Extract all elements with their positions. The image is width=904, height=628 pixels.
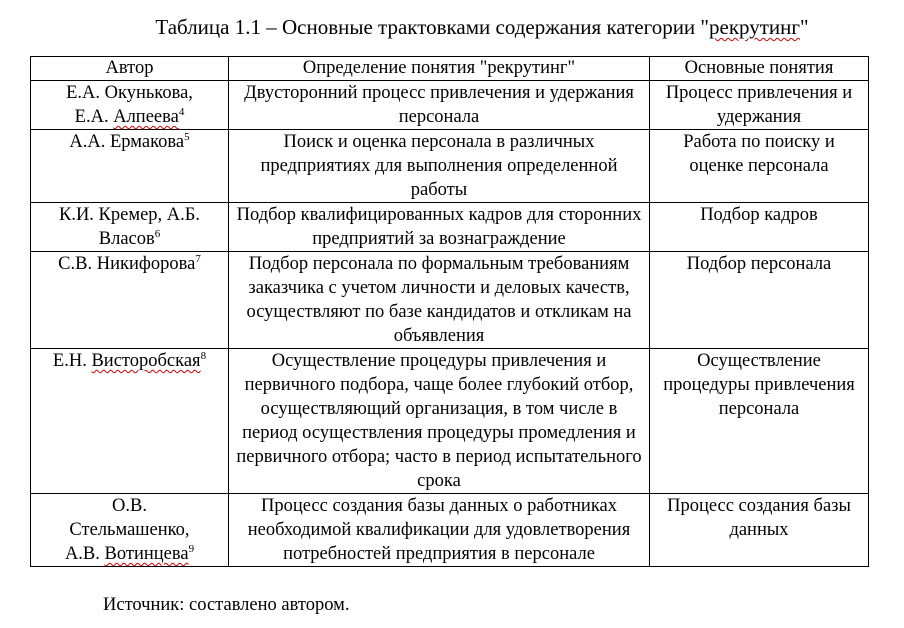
recruiting-definitions-table [30,56,869,567]
author-cell: А.А. Ермакова$^5$ [31,130,229,203]
table-row [31,252,869,349]
author-cell: С.В. Никифорова$^7$ [31,252,229,349]
author-cell: Е.А. Окунькова, Е.А. Алпеева$^4$ [31,81,229,130]
concepts-cell: Работа по поиску и оценке персонала [650,130,869,203]
table-row [31,81,869,130]
header-concepts: Основные понятия [650,57,869,81]
concepts-cell: Процесс создания базы данных [650,494,869,567]
table-caption: Таблица 1.1 – Основные трактовками содержания категории "рекрутинг" [155,15,809,39]
table-header-row [31,57,869,81]
definition-cell: Двусторонний процесс привлечения и удержания персонала [229,81,650,130]
concepts-cell: Осуществление процедуры привлечения персонала [650,349,869,494]
author-cell: К.И. Кремер, А.Б. Власов$^6$ [31,203,229,252]
table-row [31,203,869,252]
source-note: Источник: составлено автором. [103,595,350,615]
table-row [31,494,869,567]
header-author: Автор [31,57,229,81]
definition-cell: Процесс создания базы данных о работниках необходимой квалификации для удовлетворения потребностей предприятия в персонале [229,494,650,567]
header-definition: Определение понятия "рекрутинг" [229,57,650,81]
concepts-cell: Процесс привлечения и удержания [650,81,869,130]
definition-cell: Подбор квалифицированных кадров для сторонних предприятий за вознаграждение [229,203,650,252]
concepts-cell: Подбор кадров [650,203,869,252]
author-cell: О.В. Стельмашенко, А.В. Вотинцева$^9$ [31,494,229,567]
definition-cell: Подбор персонала по формальным требованиям заказчика с учетом личности и деловых качеств, осуществляют по базе кандидатов и откликам на объявления [229,252,650,349]
definition-cell: Осуществление процедуры привлечения и первичного подбора, чаще более глубокий отбор, осуществляющий организация, в том числе в период осуществления процедуры промедления и первичного отбора; часто в период испытательного срока [229,349,650,494]
concepts-cell: Подбор персонала [650,252,869,349]
definition-cell: Поиск и оценка персонала в различных предприятиях для выполнения определенной работы [229,130,650,203]
caption-keyword: рекрутинг [709,15,801,39]
table-row [31,349,869,494]
table-row [31,130,869,203]
author-cell: Е.Н. Висторобская$^8$ [31,349,229,494]
